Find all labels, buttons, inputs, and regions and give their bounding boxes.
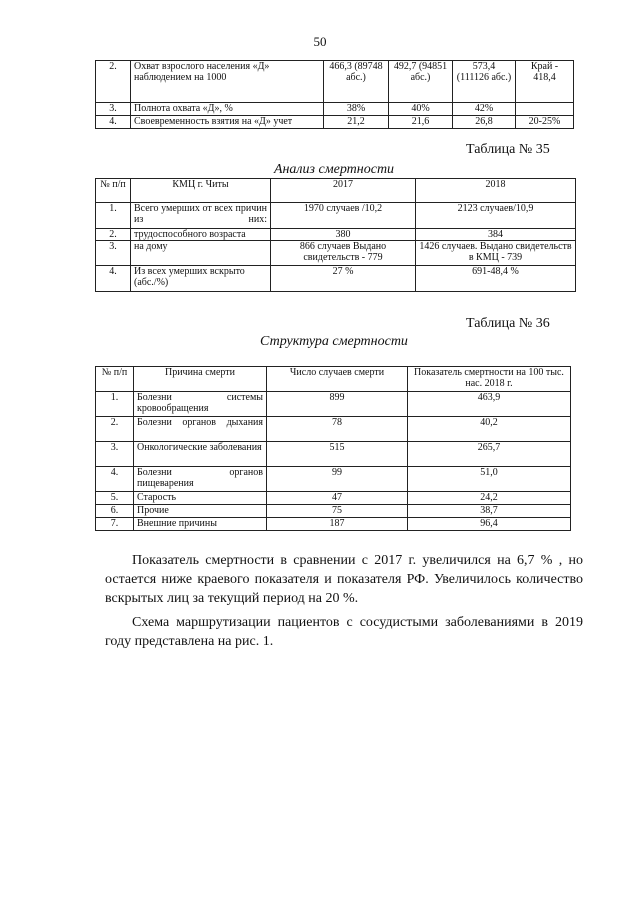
table-header-row: [96, 367, 571, 392]
death-cases: 899: [267, 392, 408, 417]
dispensary-table: [95, 60, 574, 129]
row-number: 5.: [96, 492, 134, 505]
table-row: [96, 467, 571, 492]
value-2017: 1970 случаев /10,2: [271, 203, 416, 229]
cause-of-death: Болезни органов дыхания: [134, 417, 267, 442]
paragraph: Схема маршрутизации пациентов с сосудистыми заболеваниями в 2019 году представлена на рис. 1.: [105, 615, 583, 649]
mortality-analysis-table: [95, 178, 576, 292]
cause-of-death: Онкологические заболевания: [134, 442, 267, 467]
value-2018: 384: [416, 229, 576, 241]
column-header: Число случаев смерти: [267, 367, 408, 392]
value-2018: 691-48,4 %: [416, 266, 576, 292]
indicator-name: Своевременность взятия на «Д» учет: [131, 116, 324, 129]
table-row: [96, 103, 574, 116]
row-number: 3.: [96, 241, 131, 266]
row-number: 4.: [96, 116, 131, 129]
table-row: [96, 392, 571, 417]
indicator-name: трудоспособного возраста: [131, 229, 271, 241]
row-number: 2.: [96, 417, 134, 442]
mortality-rate: 463,9: [408, 392, 571, 417]
row-number: 2.: [96, 61, 131, 103]
value-2017: 866 случаев Выдано свидетельств - 779: [271, 241, 416, 266]
mortality-rate: 40,2: [408, 417, 571, 442]
table-35-title: Анализ смертности: [273, 162, 395, 177]
mortality-rate: 265,7: [408, 442, 571, 467]
target-value: [516, 103, 574, 116]
row-number: 7.: [96, 518, 134, 531]
value-2017: 21,2: [324, 116, 389, 129]
target-value: 20-25%: [516, 116, 574, 129]
indicator-name: Из всех умерших вскрыто (абс./%): [131, 266, 271, 292]
table-36-caption: Таблица № 36: [466, 316, 550, 331]
target-value: Край - 418,4: [516, 61, 574, 103]
value-2018: 21,6: [389, 116, 453, 129]
table-row: [96, 116, 574, 129]
row-number: 4.: [96, 467, 134, 492]
value-2019: 26,8: [453, 116, 516, 129]
table-row: [96, 518, 571, 531]
death-cases: 47: [267, 492, 408, 505]
row-number: 6.: [96, 505, 134, 518]
mortality-rate: 24,2: [408, 492, 571, 505]
value-2017: 466,3 (89748 абс.): [324, 61, 389, 103]
death-cases: 515: [267, 442, 408, 467]
paragraph: Показатель смертности в сравнении с 2017 г. увеличился на 6,7 % , но остается ниже краевого показателя и показателя РФ. Увеличилось количество вскрытых лиц за текущий период на 20 %.: [105, 553, 583, 606]
column-header: 2017: [271, 179, 416, 203]
value-2017: 380: [271, 229, 416, 241]
row-number: 3.: [96, 103, 131, 116]
indicator-name: на дому: [131, 241, 271, 266]
column-header: № п/п: [96, 179, 131, 203]
table-header-row: [96, 179, 576, 203]
column-header: Показатель смертности на 100 тыс. нас. 2018 г.: [408, 367, 571, 392]
value-2018: 40%: [389, 103, 453, 116]
page-number: 50: [313, 34, 327, 49]
table-row: [96, 61, 574, 103]
table-row: [96, 203, 576, 229]
value-2018: 492,7 (94851 абс.): [389, 61, 453, 103]
mortality-rate: 96,4: [408, 518, 571, 531]
table-row: [96, 229, 576, 241]
value-2019: 573,4 (111126 абс.): [453, 61, 516, 103]
value-2018: 2123 случаев/10,9: [416, 203, 576, 229]
value-2017: 27 %: [271, 266, 416, 292]
mortality-structure-table: [95, 366, 571, 531]
table-35-caption: Таблица № 35: [466, 142, 550, 157]
death-cases: 78: [267, 417, 408, 442]
table-row: [96, 492, 571, 505]
indicator-name: Всего умерших от всех причин из них:: [131, 203, 271, 229]
value-2019: 42%: [453, 103, 516, 116]
table-row: [96, 417, 571, 442]
value-2017: 38%: [324, 103, 389, 116]
table-row: [96, 266, 576, 292]
row-number: 3.: [96, 442, 134, 467]
column-header: КМЦ г. Читы: [131, 179, 271, 203]
row-number: 4.: [96, 266, 131, 292]
table-row: [96, 241, 576, 266]
column-header: № п/п: [96, 367, 134, 392]
cause-of-death: Старость: [134, 492, 267, 505]
death-cases: 187: [267, 518, 408, 531]
cause-of-death: Болезни системы кровообращения: [134, 392, 267, 417]
body-text: [105, 551, 583, 651]
table-row: [96, 442, 571, 467]
column-header: 2018: [416, 179, 576, 203]
row-number: 1.: [96, 392, 134, 417]
cause-of-death: Болезни органов пищеварения: [134, 467, 267, 492]
table-36-title: Структура смертности: [260, 334, 408, 349]
value-2018: 1426 случаев. Выдано свидетельств в КМЦ - 739: [416, 241, 576, 266]
indicator-name: Полнота охвата «Д», %: [131, 103, 324, 116]
cause-of-death: Прочие: [134, 505, 267, 518]
table-row: [96, 505, 571, 518]
row-number: 2.: [96, 229, 131, 241]
column-header: Причина смерти: [134, 367, 267, 392]
death-cases: 75: [267, 505, 408, 518]
cause-of-death: Внешние причины: [134, 518, 267, 531]
death-cases: 99: [267, 467, 408, 492]
mortality-rate: 38,7: [408, 505, 571, 518]
row-number: 1.: [96, 203, 131, 229]
indicator-name: Охват взрослого населения «Д» наблюдением на 1000: [131, 61, 324, 103]
mortality-rate: 51,0: [408, 467, 571, 492]
